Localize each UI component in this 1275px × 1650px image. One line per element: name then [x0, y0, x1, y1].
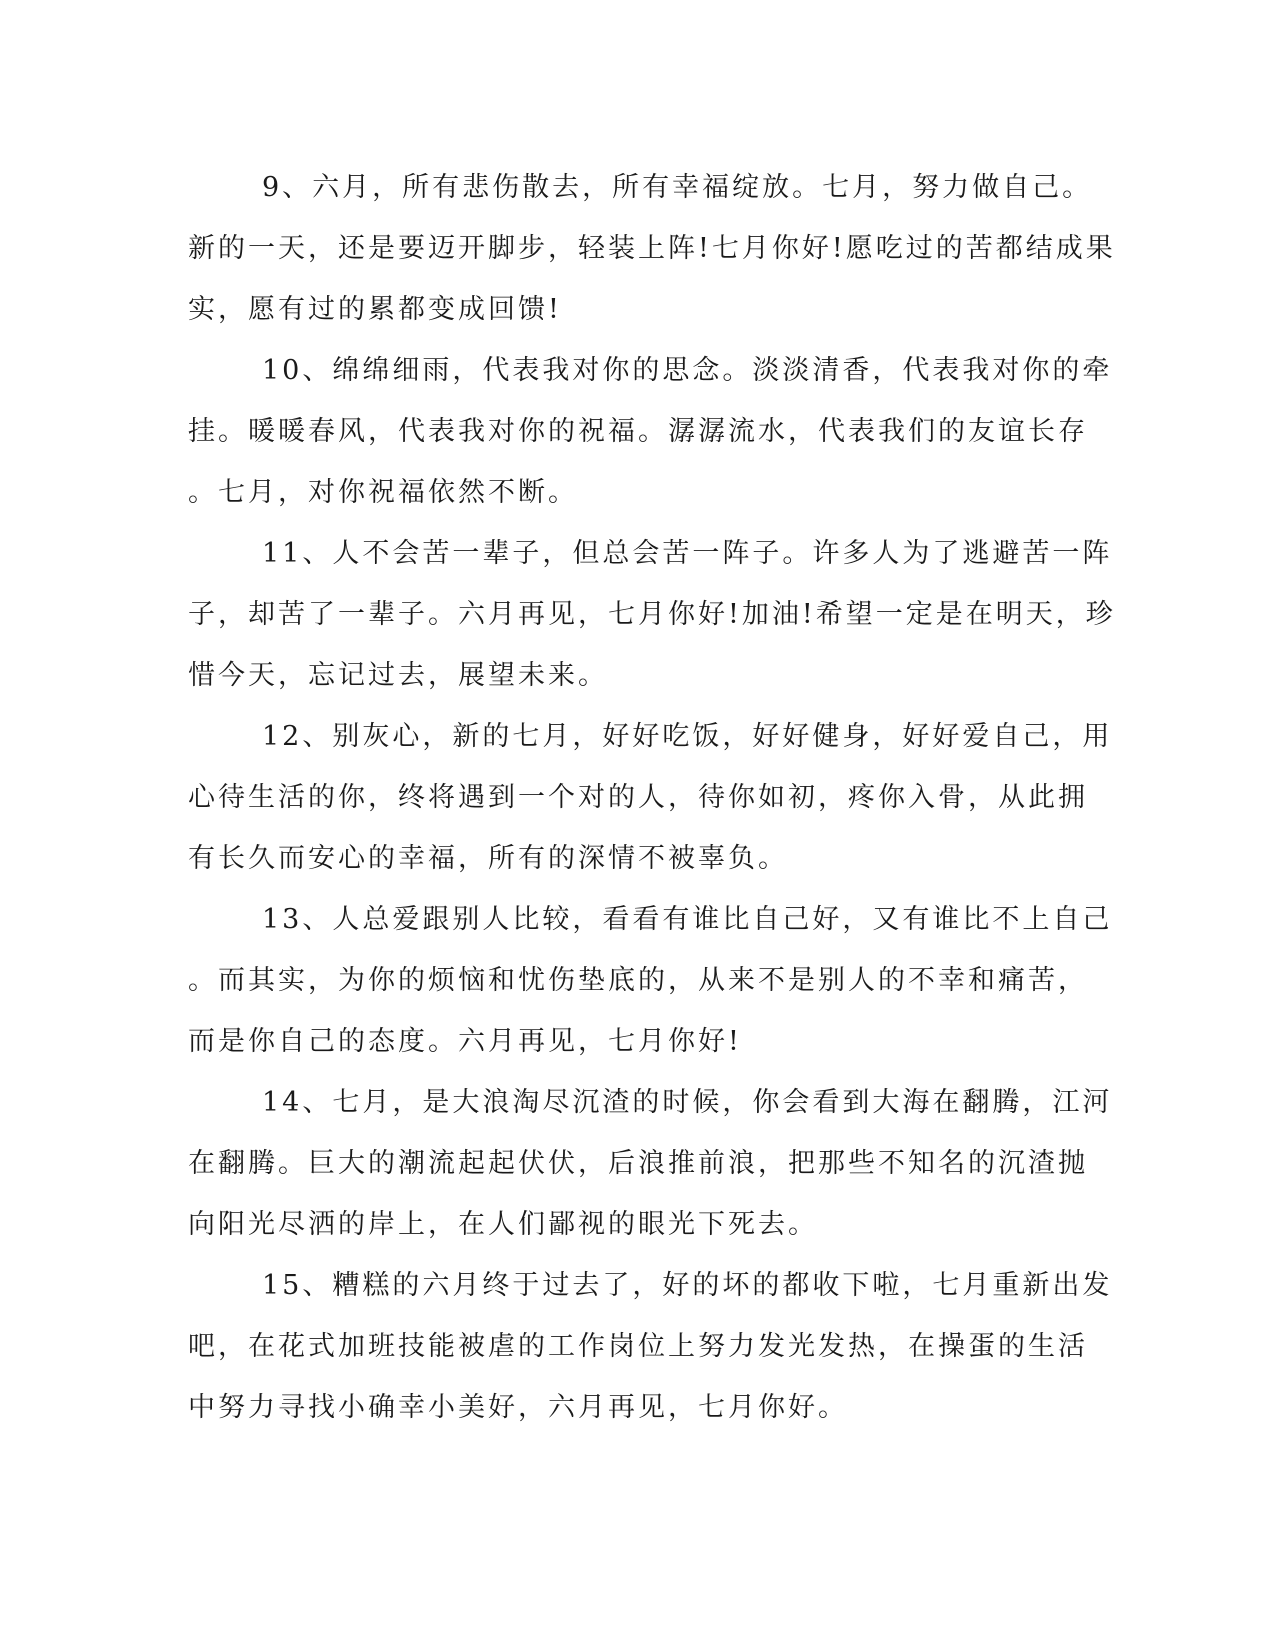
- text-line: 15、糟糕的六月终于过去了，好的坏的都收下啦，七月重新出发: [262, 1270, 1113, 1301]
- text-line: 子，却苦了一辈子。六月再见，七月你好!加油!希望一定是在明天，珍: [188, 599, 1116, 630]
- text-line: 新的一天，还是要迈开脚步，轻装上阵!七月你好!愿吃过的苦都结成果: [188, 233, 1116, 264]
- text-line: 心待生活的你，终将遇到一个对的人，待你如初，疼你入骨，从此拥: [188, 782, 1088, 813]
- text-line: 实，愿有过的累都变成回馈!: [188, 294, 562, 325]
- text-line: 9、六月，所有悲伤散去，所有幸福绽放。七月，努力做自己。: [262, 172, 1093, 203]
- paragraph-14: [188, 1072, 1113, 1255]
- paragraph-10: [188, 340, 1113, 523]
- text-line: 11、人不会苦一辈子，但总会苦一阵子。许多人为了逃避苦一阵: [262, 538, 1113, 569]
- text-line: 。而其实，为你的烦恼和忧伤垫底的，从来不是别人的不幸和痛苦，: [188, 965, 1088, 996]
- text-line: 13、人总爱跟别人比较，看看有谁比自己好，又有谁比不上自己: [262, 904, 1113, 935]
- text-line: 而是你自己的态度。六月再见，七月你好!: [188, 1026, 742, 1057]
- text-line: 12、别灰心，新的七月，好好吃饭，好好健身，好好爱自己，用: [262, 721, 1113, 752]
- text-line: 中努力寻找小确幸小美好，六月再见，七月你好。: [188, 1392, 848, 1423]
- document-body: [188, 157, 1116, 1438]
- text-line: 挂。暖暖春风，代表我对你的祝福。潺潺流水，代表我们的友谊长存: [188, 416, 1088, 447]
- text-line: 在翻腾。巨大的潮流起起伏伏，后浪推前浪，把那些不知名的沉渣抛: [188, 1148, 1088, 1179]
- paragraph-9: [188, 157, 1116, 340]
- paragraph-13: [188, 889, 1113, 1072]
- text-line: 10、绵绵细雨，代表我对你的思念。淡淡清香，代表我对你的牵: [262, 355, 1113, 386]
- paragraph-12: [188, 706, 1113, 889]
- text-line: 。七月，对你祝福依然不断。: [188, 477, 578, 508]
- paragraph-11: [188, 523, 1116, 706]
- text-line: 有长久而安心的幸福，所有的深情不被辜负。: [188, 843, 788, 874]
- text-line: 惜今天，忘记过去，展望未来。: [188, 660, 608, 691]
- text-line: 14、七月，是大浪淘尽沉渣的时候，你会看到大海在翻腾，江河: [262, 1087, 1113, 1118]
- paragraph-15: [188, 1255, 1113, 1438]
- text-line: 向阳光尽洒的岸上，在人们鄙视的眼光下死去。: [188, 1209, 818, 1240]
- text-line: 吧，在花式加班技能被虐的工作岗位上努力发光发热，在操蛋的生活: [188, 1331, 1088, 1362]
